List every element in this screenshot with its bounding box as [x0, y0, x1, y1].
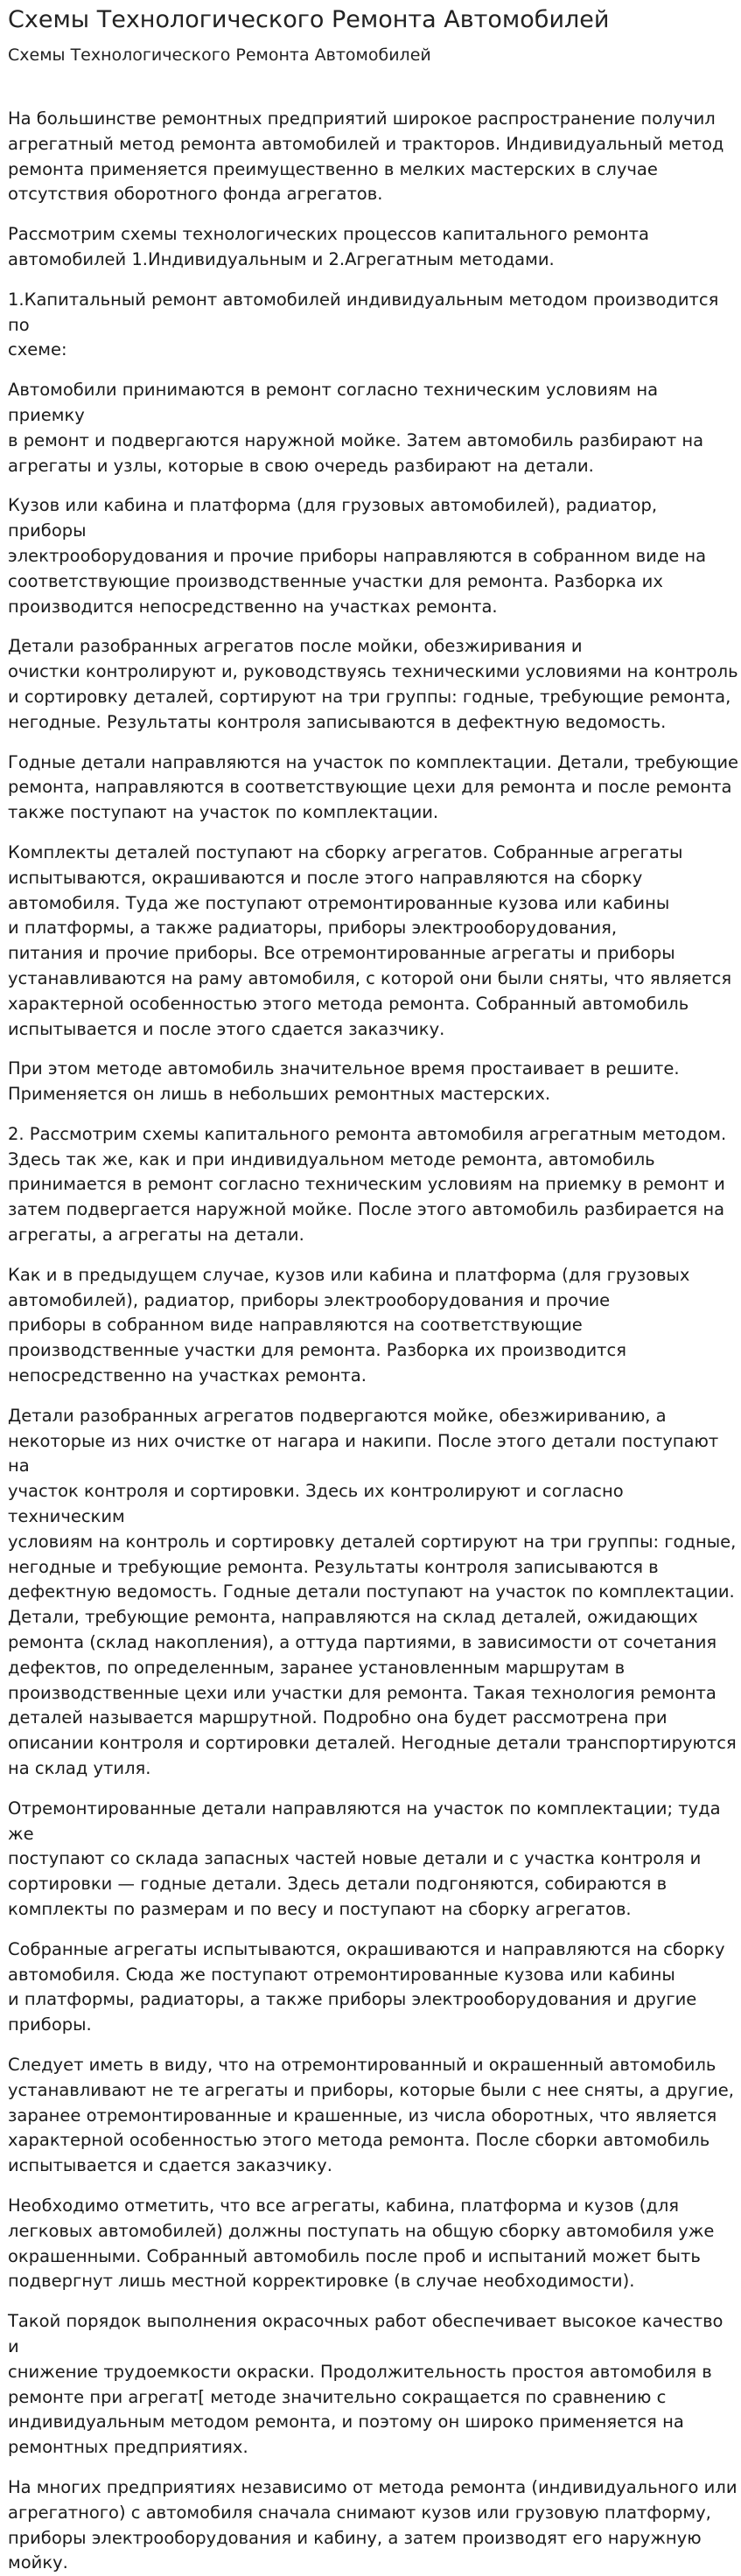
paragraph: Детали разобранных агрегатов после мойки, обезжиривания и очистки контролируют и, руководствуясь техническими условиями на контроль и сортировку деталей, сортируют на три группы: годные, требующие ремонта, негодные. Результаты контроля записываются в дефектную ведомость.: [8, 636, 738, 732]
paragraph: Годные детали направляются на участок по комплектации. Детали, требующие ремонта, направляются в соответствующие цехи для ремонта и после ремонта также поступают на участок по комплектации.: [8, 751, 738, 823]
article-body: [8, 107, 739, 2576]
page-title: Схемы Технологического Ремонта Автомобилей: [8, 6, 610, 33]
paragraph: При этом методе автомобиль значительное время простаивает в решите. Применяется он лишь в небольших ремонтных мастерских.: [8, 1058, 680, 1105]
paragraph: На многих предприятиях независимо от метода ремонта (индивидуального или агрегатного) с автомобиля сначала снимают кузов или грузовую платформу, приборы электрооборудования и кабину, а затем производят его наружную мойку.: [8, 2476, 738, 2573]
paragraph: Такой порядок выполнения окрасочных работ обеспечивает высокое качество и снижение трудоемкости окраски. Продолжительность простоя автомобиля в ремонте при агрегат[ методе значительно сокращается по сравнению с индивидуальным методом ремонта, и поэтому он широко применяется на ремонтных предприятиях.: [8, 2311, 724, 2458]
paragraph: Детали разобранных агрегатов подвергаются мойке, обезжириванию, а некоторые из них очистке от нагара и накипи. После этого детали поступают на участок контроля и сортировки. Здесь их контролируют и согласно техническим условиям на контроль и сортировку деталей сортируют на три группы: годные, негодные и требующие ремонта. Результаты контроля записываются в дефектную ведомость. Годные детали поступают на участок по комплектации. Детали, требующие ремонта, направляются на склад деталей, ожидающих ремонта (склад накопления), а оттуда партиями, в зависимости от сочетания дефектов, по определенным, заранее установленным маршрутам в производственные цехи или участки для ремонта. Такая технология ремонта деталей называется маршрутной. Подробно она будет рассмотрена при описании контроля и сортировки деталей. Негодные детали транспортируются на склад утиля.: [8, 1405, 737, 1779]
paragraph: Следует иметь в виду, что на отремонтированный и окрашенный автомобиль устанавливают не те агрегаты и приборы, которые были с нее сняты, а другие, заранее отремонтированные и крашенные, из числа оборотных, что является характерной особенностью этого метода ремонта. После сборки автомобиль испытывается и сдается заказчику.: [8, 2054, 734, 2176]
paragraph: Отремонтированные детали направляются на участок по комплектации; туда же поступают со склада запасных частей новые детали и с участка контроля и сортировки — годные детали. Здесь детали подгоняются, собираются в комплекты по размерам и по весу и поступают на сборку агрегатов.: [8, 1798, 721, 1919]
paragraph: Автомобили принимаются в ремонт согласно техническим условиям на приемку в ремонт и подвергаются наружной мойке. Затем автомобиль разбирают на агрегаты и узлы, которые в свою очередь разбирают на детали.: [8, 380, 704, 476]
paragraph: Как и в предыдущем случае, кузов или кабина и платформа (для грузовых автомобилей), радиатор, приборы электрооборудования и прочие приборы в собранном виде направляются на соответствующие производственные участки для ремонта. Разборка их производится непосредственно на участках ремонта.: [8, 1264, 690, 1386]
page-subtitle: Схемы Технологического Ремонта Автомобилей: [8, 45, 431, 65]
paragraph: Комплекты деталей поступают на сборку агрегатов. Собранные агрегаты испытываются, окрашиваются и после этого направляются на сборку автомобиля. Туда же поступают отремонтированные кузова или кабины и платформы, а также радиаторы, приборы электрооборудования, питания и прочие приборы. Все отремонтированные агрегаты и приборы устанавливаются на раму автомобиля, с которой они были сняты, что является характерной особенностью этого метода ремонта. Собранный автомобиль испытывается и после этого сдается заказчику.: [8, 841, 732, 1039]
paragraph: На большинстве ремонтных предприятий широкое распространение получил агрегатный метод ремонта автомобилей и тракторов. Индивидуальный метод ремонта применяется преимущественно в мелких мастерских в случае отсутствия оборотного фонда агрегатов.: [8, 108, 724, 205]
paragraph: 1.Капитальный ремонт автомобилей индивидуальным методом производится по схеме:: [8, 289, 719, 360]
paragraph: Собранные агрегаты испытываются, окрашиваются и направляются на сборку автомобиля. Сюда же поступают отремонтированные кузова или кабины и платформы, радиаторы, а также приборы электрооборудования и другие приборы.: [8, 1938, 725, 2035]
paragraph: Кузов или кабина и платформа (для грузовых автомобилей), радиатор, приборы электрооборудования и прочие приборы направляются в собранном виде на соответствующие производственные участки для ремонта. Разборка их производится непосредственно на участках ремонта.: [8, 495, 707, 617]
paragraph: 2. Рассмотрим схемы капитального ремонта автомобиля агрегатным методом. Здесь так же, как и при индивидуальном методе ремонта, автомобиль принимается в ремонт согласно техническим условиям на приемку в ремонт и затем подвергается наружной мойке. После этого автомобиль разбирается на агрегаты, а агрегаты на детали.: [8, 1123, 727, 1246]
paragraph: Рассмотрим схемы технологических процессов капитального ремонта автомобилей 1.Индивидуальным и 2.Агрегатным методами.: [8, 224, 649, 269]
paragraph: Необходимо отметить, что все агрегаты, кабина, платформа и кузов (для легковых автомобилей) должны поступать на общую сборку автомобиля уже окрашенными. Собранный автомобиль после проб и испытаний может быть подвергнут лишь местной корректировке (в случае необходимости).: [8, 2195, 715, 2292]
